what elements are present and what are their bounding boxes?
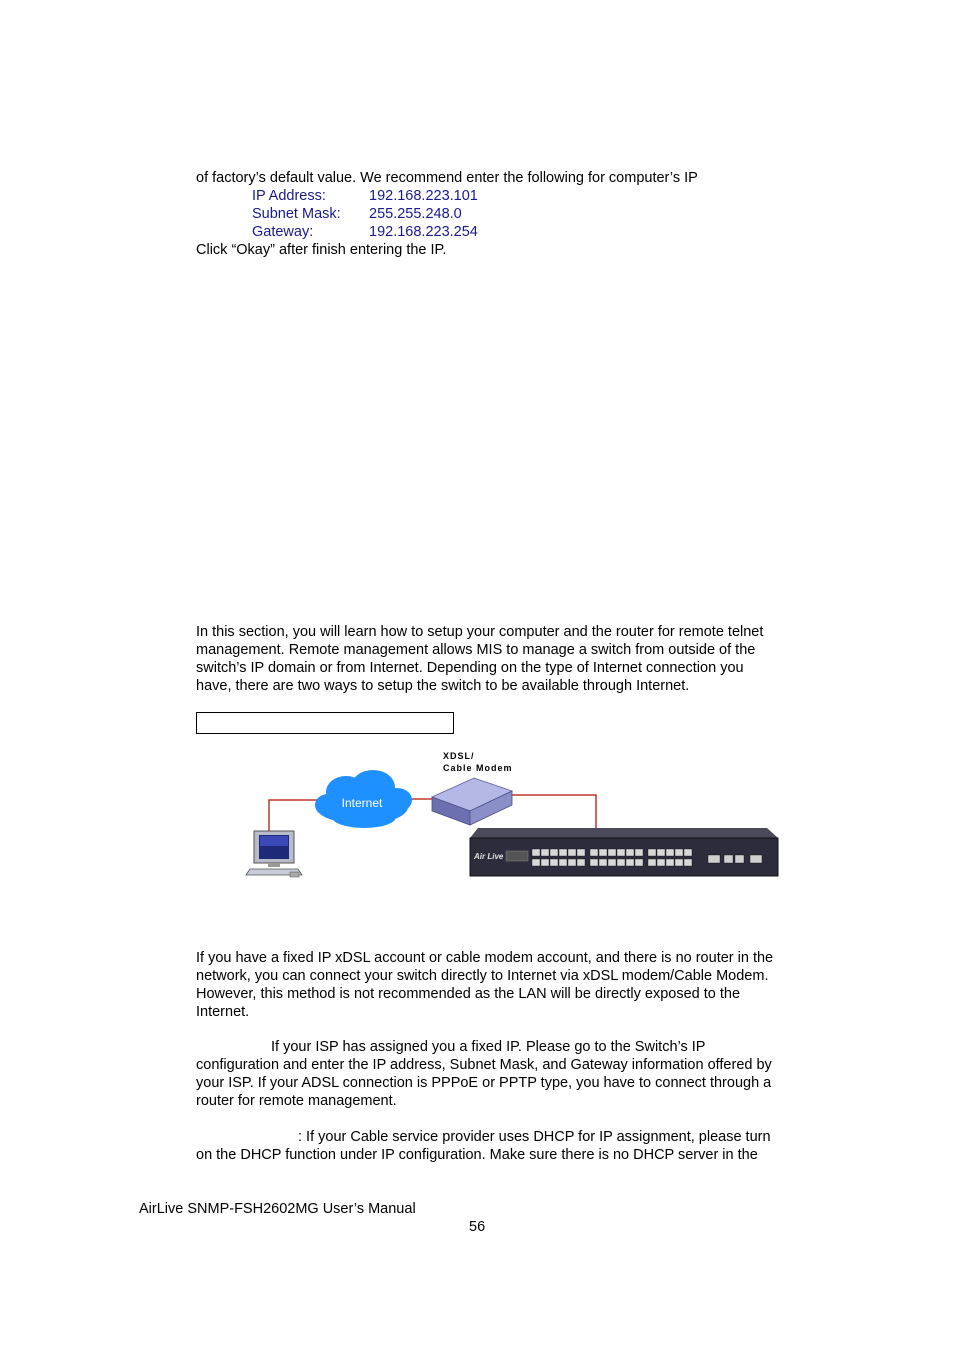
subnet-mask-value: 255.255.248.0 <box>369 206 462 222</box>
paragraph-line: configuration and enter the IP address, Subnet Mask, and Gateway information offered by <box>196 1057 772 1073</box>
remote-management-paragraph <box>196 623 818 695</box>
switch-brand-label: Air Live <box>474 852 504 861</box>
fixed-isp-paragraph <box>196 1038 818 1110</box>
paragraph-line: In this section, you will learn how to setup your computer and the router for remote telnet <box>196 624 764 640</box>
gateway-label: Gateway: <box>252 224 314 240</box>
heading-box <box>196 712 454 734</box>
switch-icon <box>470 828 778 876</box>
paragraph-line: on the DHCP function under IP configuration. Make sure there is no DHCP server in the <box>196 1147 758 1163</box>
paragraph-line: If your ISP has assigned you a fixed IP. Please go to the Switch’s IP <box>271 1039 706 1055</box>
computer-icon <box>246 831 302 877</box>
modem-label-line1: XDSL/ <box>443 751 475 761</box>
paragraph-line: However, this method is not recommended as the LAN will be directly exposed to the <box>196 986 741 1002</box>
dhcp-paragraph <box>196 1128 818 1164</box>
gateway-value: 192.168.223.254 <box>369 224 478 240</box>
modem-icon <box>432 778 512 825</box>
paragraph-line: router for remote management. <box>196 1093 397 1109</box>
paragraph-line: have, there are two ways to setup the switch to be available through Internet. <box>196 678 690 694</box>
click-okay-text: Click “Okay” after finish entering the IP. <box>196 242 447 258</box>
paragraph-line: : If your Cable service provider uses DHCP for IP assignment, please turn <box>298 1129 771 1145</box>
paragraph-line: your ISP. If your ADSL connection is PPPoE or PPTP type, you have to connect through a <box>196 1075 772 1091</box>
paragraph-line: Internet. <box>196 1004 250 1020</box>
page-number: 56 <box>469 1219 486 1235</box>
ip-address-label: IP Address: <box>252 188 326 204</box>
paragraph-line: If you have a fixed IP xDSL account or cable modem account, and there is no router in the <box>196 950 774 966</box>
paragraph-line: switch’s IP domain or from Internet. Depending on the type of Internet connection you <box>196 660 744 676</box>
cable-modem-to-switch <box>512 795 596 830</box>
ip-address-value: 192.168.223.101 <box>369 188 478 204</box>
internet-label: Internet <box>341 796 383 810</box>
footer-manual-title: AirLive SNMP-FSH2602MG User’s Manual <box>139 1201 416 1217</box>
modem-label-line2: Cable Modem <box>443 763 513 773</box>
paragraph-line: management. Remote management allows MIS to manage a switch from outside of the <box>196 642 756 658</box>
network-diagram <box>240 745 785 880</box>
paragraph-line: network, you can connect your switch directly to Internet via xDSL modem/Cable Modem. <box>196 968 769 984</box>
subnet-mask-label: Subnet Mask: <box>252 206 341 222</box>
intro-line: of factory’s default value. We recommend enter the following for computer’s IP <box>196 170 698 186</box>
fixed-ip-paragraph <box>196 949 818 1021</box>
